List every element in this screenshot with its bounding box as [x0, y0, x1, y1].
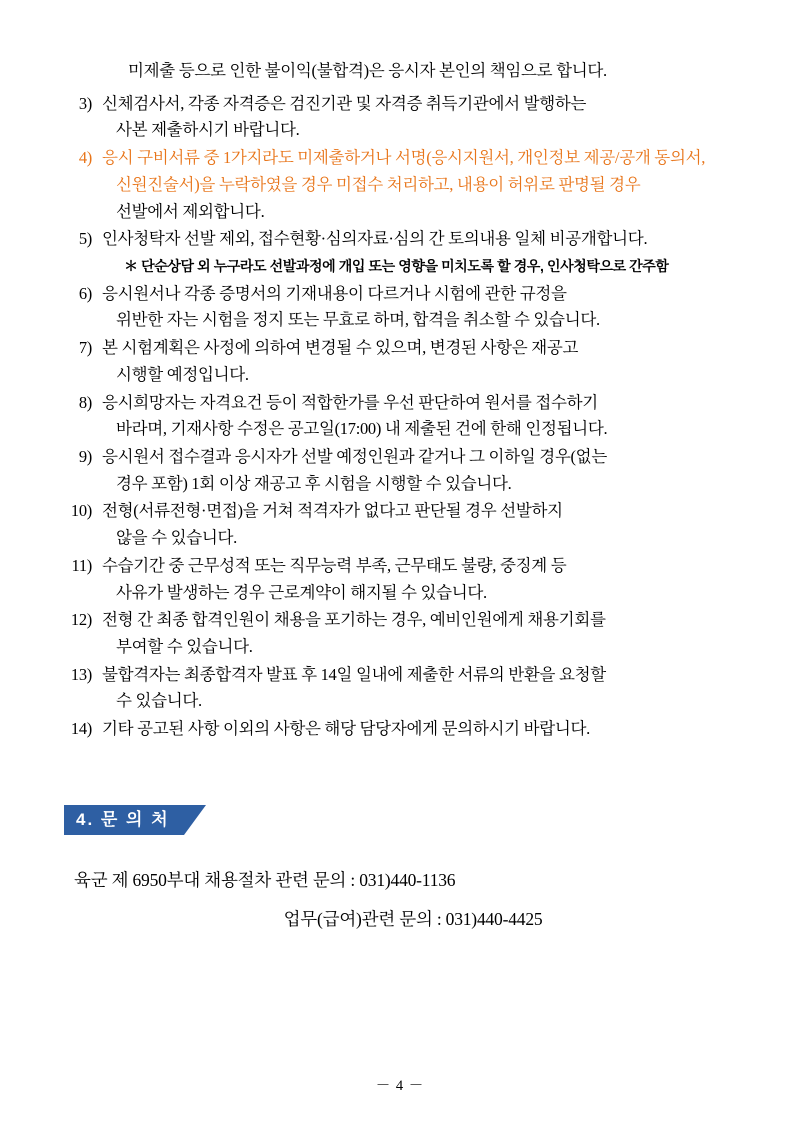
list-body: [102, 91, 740, 144]
list-body: [102, 281, 740, 334]
text-line: 응시원서나 각종 증명서의 기재내용이 다르거나 시험에 관한 규정을: [102, 283, 567, 303]
list-body: [102, 607, 740, 660]
list-item: [60, 335, 740, 388]
text-line: 수습기간 중 근무성적 또는 직무능력 부족, 근무태도 불량, 중징계 등: [102, 555, 567, 575]
list-body: [102, 335, 740, 388]
list-item: [60, 716, 740, 743]
text-line: 전형 간 최종 합격인원이 채용을 포기하는 경우, 예비인원에게 채용기회를: [102, 610, 606, 630]
contact-line-recruitment: 육군 제 6950부대 채용절차 관련 문의 : 031)440-1136: [74, 869, 456, 890]
text-line: 응시원서 접수결과 응시자가 선발 예정인원과 같거나 그 이하일 경우(없는: [102, 447, 607, 467]
text-line: 신원진술서)을 누락하였을 경우 미접수 처리하고, 내용이 허위로 판명될 경우: [116, 174, 641, 194]
list-marker: 6): [78, 283, 92, 303]
list-marker: 3): [78, 93, 92, 113]
contact-line-payroll: 업무(급여)관련 문의 : 031)440-4425: [283, 908, 543, 929]
page-number: － 4 －: [375, 1078, 425, 1094]
list-marker: 13): [70, 664, 92, 684]
list-marker: 14): [70, 719, 92, 739]
list-body: [102, 498, 740, 551]
text-line: 기타 공고된 사항 이외의 사항은 해당 담당자에게 문의하시기 바랍니다.: [102, 719, 590, 739]
list-marker: 9): [78, 447, 92, 467]
text-line: 경우 포함) 1회 이상 재공고 후 시험을 시행할 수 있습니다.: [116, 473, 512, 493]
list-marker: 8): [78, 392, 92, 412]
text-line: 시행할 예정입니다.: [116, 364, 249, 384]
section-title: 4. 문 의 처: [64, 805, 184, 835]
text-line: 본 시험계획은 사정에 의하여 변경될 수 있으며, 변경된 사항은 재공고: [102, 338, 579, 358]
list-marker: 12): [70, 610, 92, 630]
text-line: 부여할 수 있습니다.: [116, 637, 253, 657]
text-line: 선발에서 제외합니다.: [116, 201, 265, 221]
list-marker: 10): [70, 501, 92, 521]
list-item: [60, 281, 740, 334]
list-item: [60, 444, 740, 497]
text-line: 바라며, 기재사항 수정은 공고일(17:00) 내 제출된 건에 한해 인정됩니다.: [116, 419, 608, 439]
contact-block: [60, 867, 740, 931]
list-body: [102, 553, 740, 606]
text-line: 위반한 자는 시험을 정지 또는 무효로 하며, 합격을 취소할 수 있습니다.: [116, 310, 600, 330]
list-marker: 4): [78, 148, 92, 168]
numbered-list: [60, 91, 740, 743]
text-line: 인사청탁자 선발 제외, 접수현황·심의자료·심의 간 토의내용 일체 비공개합니다.: [102, 229, 648, 249]
list-note: ＊ 단순상담 외 누구라도 선발과정에 개입 또는 영향을 미치도록 할 경우, 인사청탁으로 간주함: [124, 258, 669, 275]
list-item: [60, 226, 740, 279]
text-line: 사본 제출하시기 바랍니다.: [116, 120, 300, 140]
list-body: [102, 662, 740, 715]
text-line: 전형(서류전형·면접)을 거쳐 적격자가 없다고 판단될 경우 선발하지: [102, 501, 563, 521]
list-item: [60, 553, 740, 606]
text-line: 응시 구비서류 중 1가지라도 미제출하거나 서명(응시지원서, 개인정보 제공/공개 동의서,: [102, 148, 706, 168]
text-line: 사유가 발생하는 경우 근로계약이 해지될 수 있습니다.: [116, 582, 487, 602]
list-item: [60, 390, 740, 443]
list-body: [102, 145, 740, 225]
list-marker: 7): [78, 338, 92, 358]
list-body: [102, 226, 740, 279]
list-body: [102, 716, 740, 743]
section-header: [60, 805, 740, 839]
text-line: 수 있습니다.: [116, 691, 202, 711]
list-marker: 5): [78, 229, 92, 249]
text-line: 않을 수 있습니다.: [116, 528, 237, 548]
list-item: [60, 607, 740, 660]
text-line: 신체검사서, 각종 자격증은 검진기관 및 자격증 취득기관에서 발행하는: [102, 93, 587, 113]
continued-paragraph: 미제출 등으로 인한 불이익(불합격)은 응시자 본인의 책임으로 합니다.: [128, 61, 607, 80]
text-line: 응시희망자는 자격요건 등이 적합한가를 우선 판단하여 원서를 접수하기: [102, 392, 598, 412]
list-body: [102, 390, 740, 443]
text-line: 불합격자는 최종합격자 발표 후 14일 일내에 제출한 서류의 반환을 요청할: [102, 664, 606, 684]
list-marker: 11): [71, 555, 92, 575]
list-item: [60, 498, 740, 551]
list-item: [60, 91, 740, 144]
list-item: [60, 662, 740, 715]
list-item: [60, 145, 740, 225]
list-body: [102, 444, 740, 497]
